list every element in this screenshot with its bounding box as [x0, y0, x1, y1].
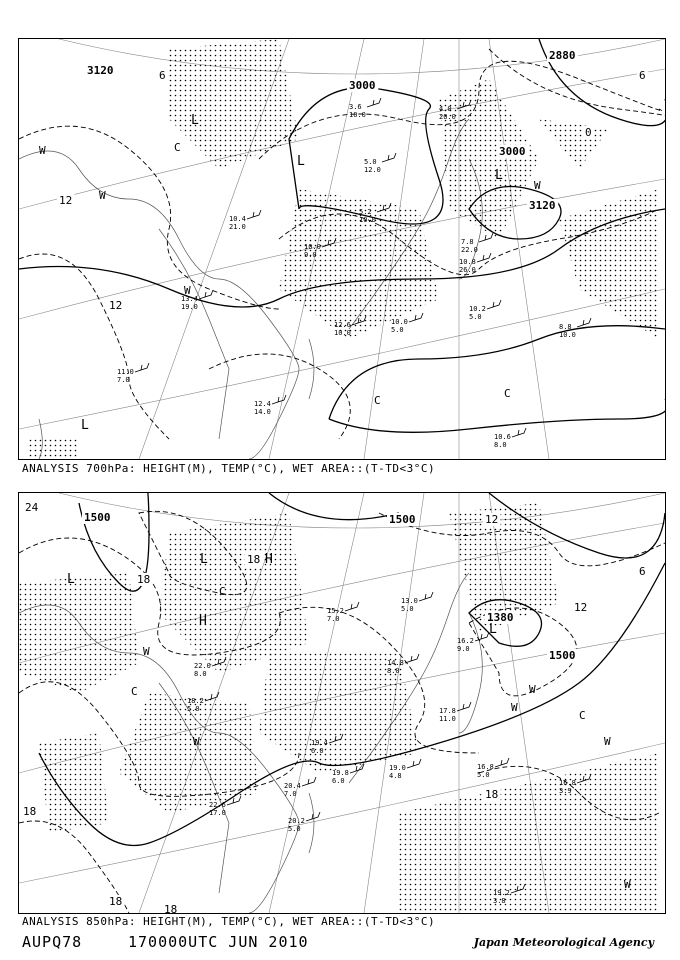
station-temp: 4.0: [439, 105, 452, 113]
isotherm-label: 18: [164, 903, 178, 913]
station-dewpoint-depression: 14.0: [254, 408, 271, 416]
station-dewpoint-depression: 5.0: [391, 326, 404, 334]
height-contour-label: 1500: [84, 511, 111, 524]
isotherm-label: 12: [485, 513, 499, 526]
pressure-center-label: L: [67, 572, 75, 587]
station-dewpoint-depression: 9.0: [457, 645, 470, 653]
station-dewpoint-depression: 7.0: [117, 376, 130, 384]
station-dewpoint-depression: 10.0: [559, 331, 576, 339]
isotherm-label: 6: [639, 69, 646, 82]
wind-barb: [512, 428, 526, 437]
wind-barb: [247, 210, 261, 219]
warm-cold-mark: C: [174, 141, 181, 154]
warm-cold-mark: C: [131, 685, 138, 698]
wind-barb: [495, 758, 509, 767]
wind-barb: [272, 395, 286, 404]
isotherm-label: 6: [639, 565, 646, 578]
station-temp: 8.8: [559, 323, 572, 331]
station-dewpoint-depression: 4.8: [389, 772, 402, 780]
station-dewpoint-depression: 11.0: [439, 715, 456, 723]
height-contour-label: 3000: [349, 79, 376, 92]
wind-barb: [306, 812, 320, 821]
height-contour-label: 2880: [549, 49, 576, 62]
isotherm-label: 18: [137, 573, 151, 586]
height-contour-label: 1380: [487, 611, 514, 624]
station-temp: 10.0: [304, 243, 321, 251]
map-panel-850hpa: [18, 492, 666, 914]
chart-code: AUPQ78: [22, 933, 83, 951]
station-temp: 7.8: [461, 238, 474, 246]
wind-barb: [407, 759, 421, 768]
pressure-center-label: H: [199, 614, 207, 629]
agency-name: Japan Meteorological Agency: [473, 936, 654, 949]
height-contour-label: 3120: [87, 64, 114, 77]
warm-cold-mark: W: [511, 701, 518, 714]
warm-cold-mark: W: [184, 284, 191, 297]
station-temp: 19.8: [332, 769, 349, 777]
station-temp: 5.2: [359, 208, 372, 216]
station-temp: 10.0: [391, 318, 408, 326]
station-dewpoint-depression: 5.0: [469, 313, 482, 321]
map-850hpa: [19, 493, 665, 913]
station-temp: 19.2: [493, 889, 510, 897]
isotherm-label: 18: [247, 553, 261, 566]
station-temp: 13.4: [181, 295, 198, 303]
isotherm-label: 18: [485, 788, 499, 801]
station-dewpoint-depression: 10.0: [359, 216, 376, 224]
wind-barb: [409, 313, 423, 322]
warm-cold-mark: W: [534, 179, 541, 192]
wind-barb: [477, 253, 491, 262]
warm-cold-mark: W: [624, 878, 631, 891]
wind-barb: [479, 233, 493, 242]
wind-barb: [487, 300, 501, 309]
height-contour-label: 3000: [499, 145, 526, 158]
wind-barb: [405, 654, 419, 663]
isotherm-label: 0: [585, 126, 592, 139]
station-dewpoint-depression: 19.0: [181, 303, 198, 311]
height-contour-label: 3120: [529, 199, 556, 212]
station-temp: 19.0: [389, 764, 406, 772]
wind-barb: [345, 602, 359, 611]
station-temp: 10.4: [229, 215, 246, 223]
warm-cold-mark: W: [99, 189, 106, 202]
station-dewpoint-depression: 10.0: [334, 329, 351, 337]
station-dewpoint-depression: 5.0: [288, 825, 301, 833]
pressure-center-label: L: [297, 154, 305, 169]
station-temp: 22.0: [194, 662, 211, 670]
map-700hpa: [19, 39, 665, 459]
isotherm-label: 6: [159, 69, 166, 82]
isotherm-label: 12: [59, 194, 73, 207]
station-temp: 14.8: [387, 659, 404, 667]
pressure-center-label: L: [191, 113, 199, 128]
wind-barb: [577, 318, 591, 327]
station-dewpoint-depression: 10.0: [349, 111, 366, 119]
warm-cold-mark: W: [193, 735, 200, 748]
station-dewpoint-depression: 17.0: [209, 809, 226, 817]
wind-barb: [199, 290, 213, 299]
station-temp: 3.6: [349, 103, 362, 111]
pressure-center-label: L: [200, 552, 208, 567]
station-temp: 5.0: [364, 158, 377, 166]
height-contour-label: 1500: [389, 513, 416, 526]
station-temp: 12.4: [254, 400, 271, 408]
station-dewpoint-depression: 22.0: [461, 246, 478, 254]
wind-barb: [302, 777, 316, 786]
pressure-center-label: L: [495, 168, 503, 183]
station-temp: 16.8: [477, 763, 494, 771]
station-temp: 11.0: [117, 368, 134, 376]
isotherm-label: 18: [109, 895, 123, 908]
wind-barb: [382, 153, 396, 162]
valid-time: 170000UTC JUN 2010: [128, 933, 309, 951]
caption-850hpa: ANALYSIS 850hPa: HEIGHT(M), TEMP(°C), WET AREA::(T-TD<3°C): [22, 915, 436, 928]
height-contour-label: 1500: [549, 649, 576, 662]
warm-cold-mark: W: [604, 735, 611, 748]
isotherm-label: 18: [23, 805, 37, 818]
station-dewpoint-depression: 5.0: [401, 605, 414, 613]
warm-cold-mark: C: [579, 709, 586, 722]
station-temp: 10.6: [494, 433, 511, 441]
map-panel-700hpa: [18, 38, 666, 460]
warm-cold-mark: W: [143, 645, 150, 658]
station-temp: 18.2: [187, 697, 204, 705]
wind-barb: [135, 363, 149, 372]
warm-cold-mark: W: [39, 144, 46, 157]
station-dewpoint-depression: 26.0: [459, 266, 476, 274]
station-dewpoint-depression: 21.0: [229, 223, 246, 231]
pressure-center-label: L: [81, 418, 89, 433]
station-temp: 16.8: [559, 779, 576, 787]
station-dewpoint-depression: 5.0: [187, 705, 200, 713]
isotherm-label: 12: [574, 601, 588, 614]
station-dewpoint-depression: 5.0: [477, 771, 490, 779]
station-dewpoint-depression: 6.0: [332, 777, 345, 785]
station-temp: 20.2: [288, 817, 305, 825]
station-dewpoint-depression: 8.0: [494, 441, 507, 449]
station-dewpoint-depression: 7.0: [327, 615, 340, 623]
isotherm-label: 12: [109, 299, 123, 312]
station-temp: 22.6: [209, 801, 226, 809]
wind-barb: [367, 98, 381, 107]
station-temp: 12.6: [334, 321, 351, 329]
station-dewpoint-depression: 7.0: [284, 790, 297, 798]
station-temp: 20.4: [284, 782, 301, 790]
station-temp: 19.4: [311, 739, 328, 747]
station-temp: 15.2: [327, 607, 344, 615]
station-temp: 13.0: [401, 597, 418, 605]
station-dewpoint-depression: 8.0: [387, 667, 400, 675]
station-dewpoint-depression: 3.9: [559, 787, 572, 795]
pressure-center-label: L: [489, 622, 497, 637]
warm-cold-mark: W: [529, 683, 536, 696]
station-dewpoint-depression: 8.0: [194, 670, 207, 678]
station-temp: 17.8: [439, 707, 456, 715]
isotherm-label: 24: [25, 501, 39, 514]
station-dewpoint-depression: 6.0: [311, 747, 324, 755]
station-dewpoint-depression: 20.0: [439, 113, 456, 121]
station-dewpoint-depression: 12.0: [364, 166, 381, 174]
station-temp: 10.2: [469, 305, 486, 313]
wind-barb: [419, 592, 433, 601]
warm-cold-mark: C: [504, 387, 511, 400]
station-dewpoint-depression: 3.8: [493, 897, 506, 905]
pressure-center-label: H: [265, 552, 273, 567]
station-dewpoint-depression: 9.0: [304, 251, 317, 259]
wet-areas: [29, 39, 659, 459]
station-temp: 16.2: [457, 637, 474, 645]
station-temp: 10.8: [459, 258, 476, 266]
wet-areas: [19, 503, 659, 913]
warm-cold-mark: C: [219, 585, 226, 598]
warm-cold-mark: C: [374, 394, 381, 407]
caption-700hpa: ANALYSIS 700hPa: HEIGHT(M), TEMP(°C), WET AREA::(T-TD<3°C): [22, 462, 436, 475]
